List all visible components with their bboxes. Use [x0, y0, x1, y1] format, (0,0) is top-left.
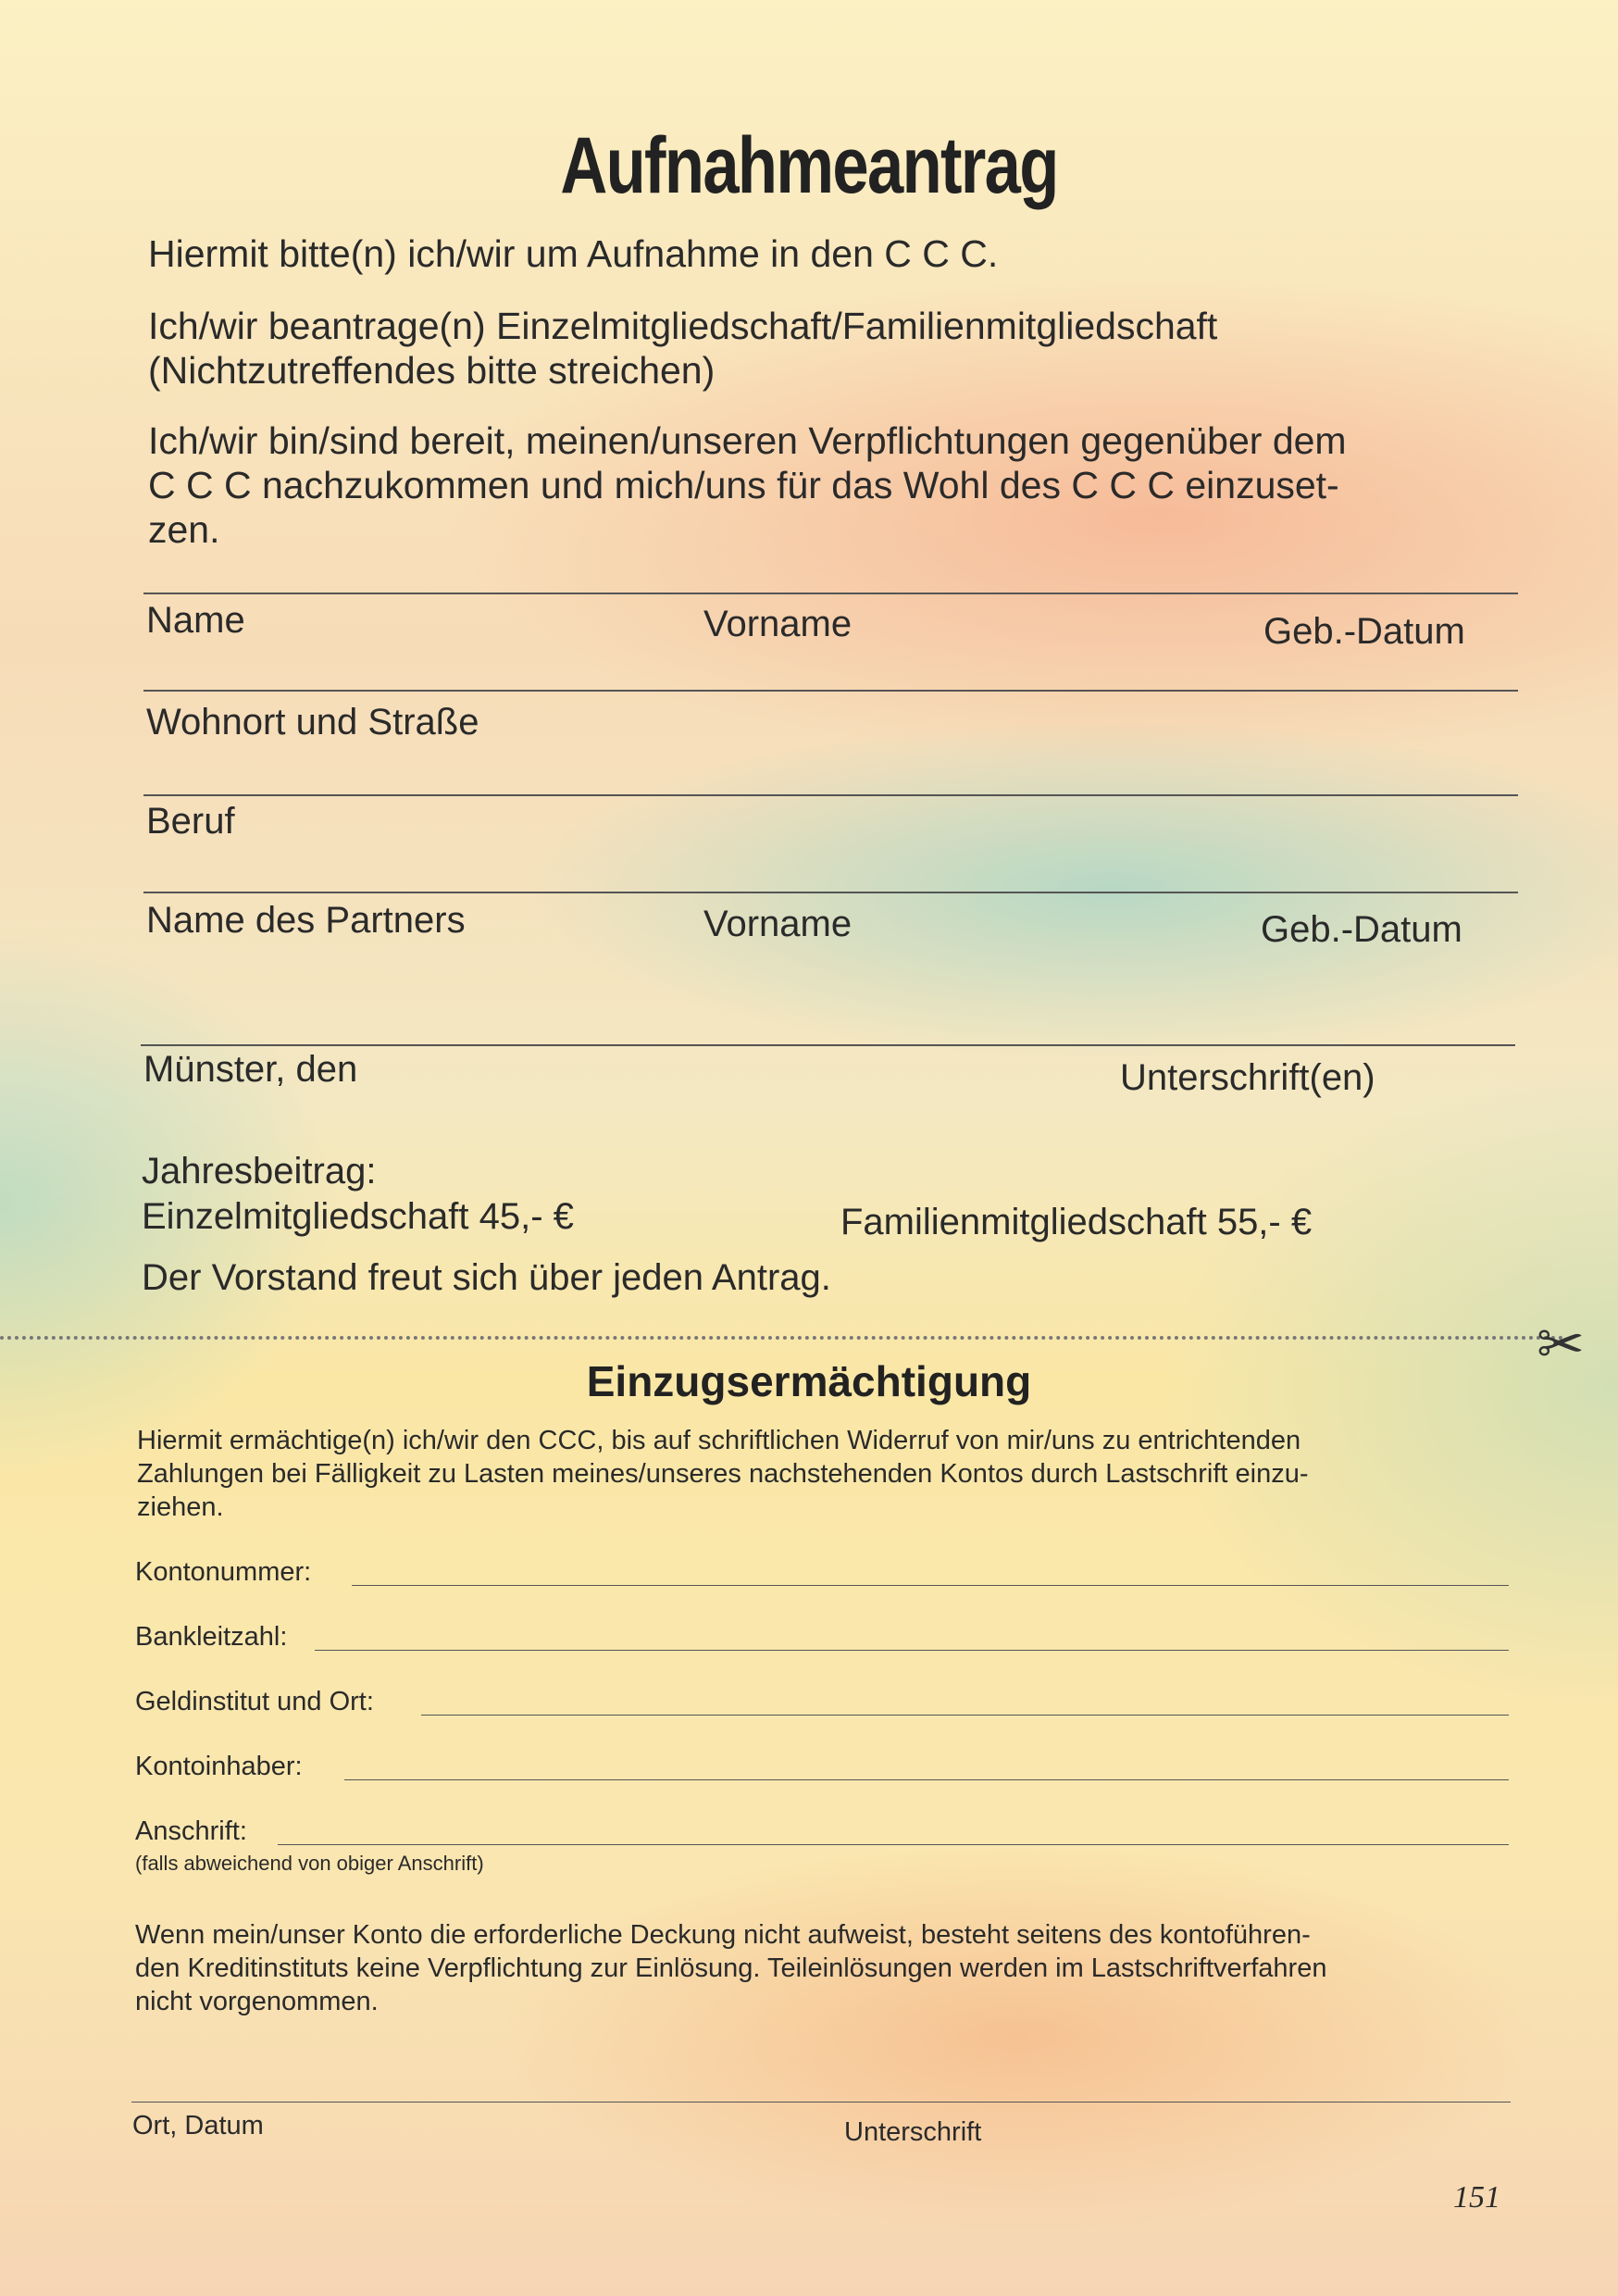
- unterschrift-label: Unterschrift(en): [1120, 1057, 1375, 1098]
- intro-line-1: Hiermit bitte(n) ich/wir um Aufnahme in den C C C.: [148, 232, 999, 275]
- ort-label: Münster, den: [143, 1049, 358, 1090]
- intro-line-3: (Nichtzutreffendes bitte streichen): [148, 349, 716, 392]
- partner-label: Name des Partners: [146, 900, 466, 941]
- jahresbeitrag-label: Jahresbeitrag:: [142, 1151, 377, 1192]
- scissors-icon: ✂: [1537, 1310, 1585, 1378]
- anschrift-label: Anschrift:: [135, 1816, 247, 1846]
- beruf-label: Beruf: [146, 801, 235, 842]
- kontonummer-field[interactable]: [352, 1585, 1509, 1586]
- einzug-text-2: Zahlungen bei Fälligkeit zu Lasten meines/unseres nachstehenden Kontos durch Lastschrift einzu-: [137, 1459, 1309, 1489]
- geb-datum-label: Geb.-Datum: [1263, 611, 1465, 652]
- einzug-unterschrift-label: Unterschrift: [844, 2117, 982, 2147]
- page-title: Aufnahmeantrag: [560, 121, 1058, 210]
- intro-line-6: zen.: [148, 508, 220, 551]
- partner-line[interactable]: [143, 892, 1518, 893]
- name-label: Name: [146, 600, 245, 641]
- name-line[interactable]: [143, 593, 1518, 594]
- beruf-line[interactable]: [143, 794, 1518, 796]
- anschrift-note: (falls abweichend von obiger Anschrift): [135, 1852, 484, 1875]
- wohnort-label: Wohnort und Straße: [146, 702, 479, 742]
- geldinstitut-label: Geldinstitut und Ort:: [135, 1687, 374, 1716]
- ort-datum-label: Ort, Datum: [132, 2111, 264, 2140]
- intro-line-4: Ich/wir bin/sind bereit, meinen/unseren Verpflichtungen gegenüber dem: [148, 419, 1347, 462]
- einzug-signature-line[interactable]: [131, 2102, 1511, 2103]
- anschrift-field[interactable]: [278, 1844, 1509, 1845]
- signature-line[interactable]: [141, 1044, 1515, 1046]
- partner-vorname-label: Vorname: [703, 904, 853, 944]
- einzug-heading: Einzugsermächtigung: [586, 1357, 1032, 1405]
- einzel-beitrag: Einzelmitgliedschaft 45,- €: [142, 1196, 574, 1237]
- kontoinhaber-label: Kontoinhaber:: [135, 1752, 303, 1781]
- wohnort-line[interactable]: [143, 690, 1518, 692]
- kontoinhaber-field[interactable]: [344, 1779, 1509, 1780]
- page-number: 151: [1453, 2180, 1500, 2215]
- partner-geb-datum-label: Geb.-Datum: [1261, 909, 1462, 950]
- einzug-text-3: ziehen.: [137, 1492, 224, 1522]
- geldinstitut-field[interactable]: [421, 1715, 1509, 1716]
- intro-line-2: Ich/wir beantrage(n) Einzelmitgliedschaft/Familienmitgliedschaft: [148, 305, 1218, 347]
- vorname-label: Vorname: [703, 604, 853, 644]
- cut-line: [0, 1336, 1564, 1340]
- vorstand-note: Der Vorstand freut sich über jeden Antrag.: [142, 1257, 831, 1298]
- familie-beitrag: Familienmitgliedschaft 55,- €: [840, 1202, 1313, 1242]
- bankleitzahl-field[interactable]: [315, 1650, 1509, 1651]
- einzug-footer-2: den Kreditinstituts keine Verpflichtung zur Einlösung. Teileinlösungen werden im Lastschriftverfahren: [135, 1953, 1327, 1983]
- einzug-text-1: Hiermit ermächtige(n) ich/wir den CCC, bis auf schriftlichen Widerruf von mir/uns zu entrichtenden: [137, 1426, 1301, 1455]
- intro-line-5: C C C nachzukommen und mich/uns für das Wohl des C C C einzuset-: [148, 464, 1339, 506]
- einzug-footer-3: nicht vorgenommen.: [135, 1987, 379, 2016]
- bankleitzahl-label: Bankleitzahl:: [135, 1622, 288, 1652]
- kontonummer-label: Kontonummer:: [135, 1557, 312, 1587]
- einzug-footer-1: Wenn mein/unser Konto die erforderliche Deckung nicht aufweist, besteht seitens des kontoführen-: [135, 1920, 1311, 1950]
